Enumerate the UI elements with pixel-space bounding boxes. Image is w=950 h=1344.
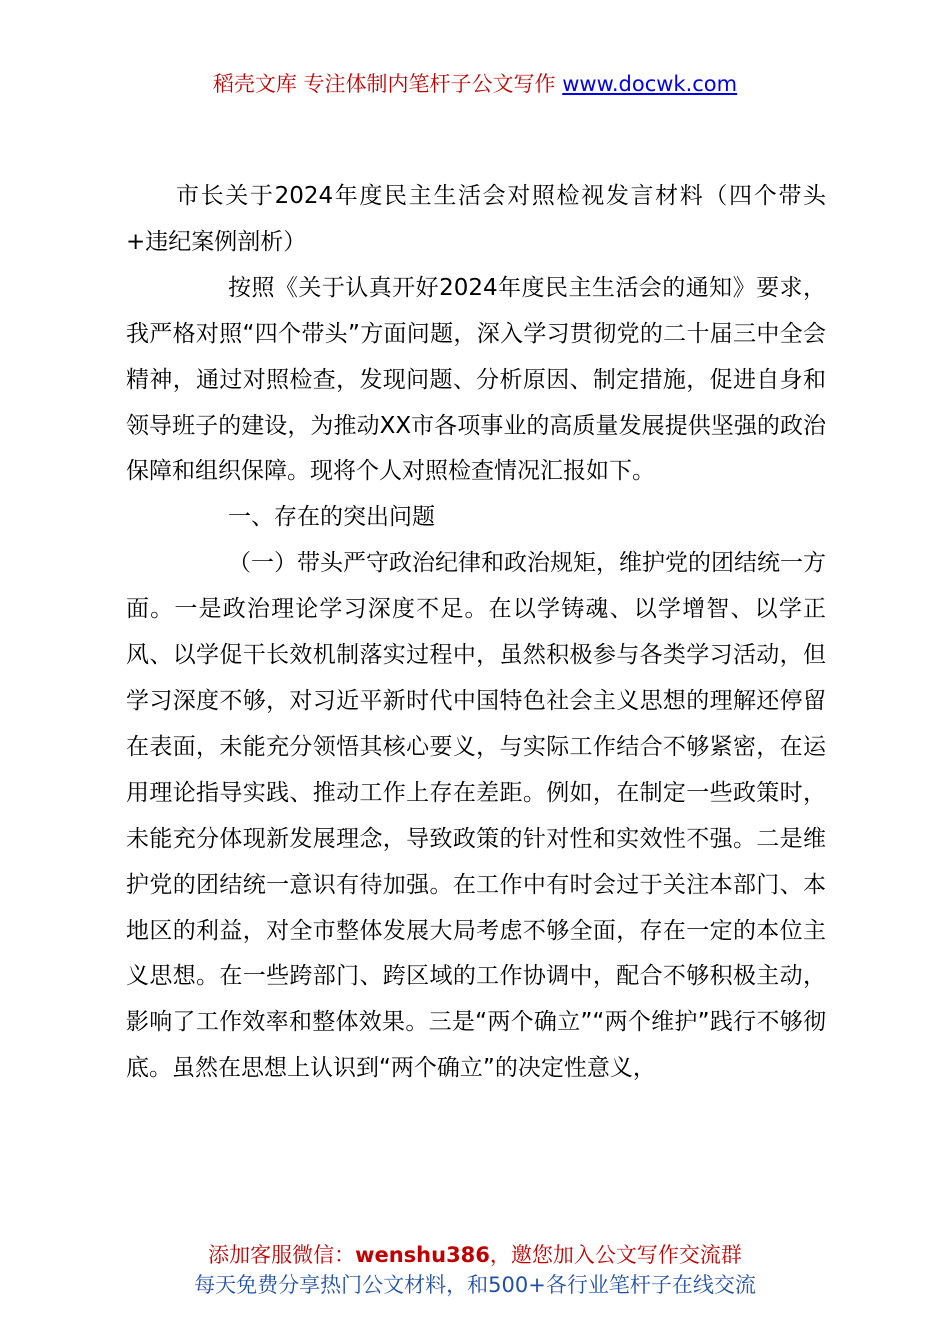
footer-prefix: 添加客服微信：	[208, 1243, 356, 1267]
body-paragraph: （一）带头严守政治纪律和政治规矩，维护党的团结统一方面。一是政治理论学习深度不足。在以学铸魂、以学增智、以学正风、以学促干长效机制落实过程中，虽然积极参与各类学习活动，但学习深度不够，对习近平新时代中国特色社会主义思想的理解还停留在表面，未能充分领悟其核心要义，与实际工作结合不够紧密，在运用理论指导实践、推动工作上存在差距。例如，在制定一些政策时，未能充分体现新发展理念，导致政策的针对性和实效性不强。二是维护党的团结统一意识有待加强。在工作中有时会过于关注本部门、本地区的利益，对全市整体发展大局考虑不够全面，存在一定的本位主义思想。在一些跨部门、跨区域的工作协调中，配合不够积极主动，影响了工作效率和整体效果。三是“两个确立”“两个维护”践行不够彻底。虽然在思想上认识到“两个确立”的决定性意义，	[126, 550, 826, 1082]
intro-paragraph: 按照《关于认真开好2024年度民主生活会的通知》要求，我严格对照“四个带头”方面问题，深入学习贯彻党的二十届三中全会精神，通过对照检查，发现问题、分析原因、制定措施，促进自身和领导班子的建设，为推动XX市各项事业的高质量发展提供坚强的政治保障和组织保障。现将个人对照检查情况汇报如下。	[126, 274, 826, 485]
footer-promo-line: 每天免费分享热门公文材料，和500+各行业笔杆子在线交流	[194, 1273, 756, 1297]
footer-contact-line	[0, 1240, 950, 1270]
page-header	[0, 70, 950, 98]
page-footer	[0, 1240, 950, 1300]
site-url-link[interactable]: www.docwk.com	[562, 72, 738, 96]
document-title: 市长关于2024年度民主生活会对照检视发言材料（四个带头+违纪案例剖析）	[126, 183, 826, 255]
site-slogan: 稻壳文库 专注体制内笔杆子公文写作	[212, 72, 556, 96]
footer-suffix: ，邀您加入公文写作交流群	[489, 1243, 742, 1267]
section-heading: 一、存在的突出问题	[228, 504, 435, 531]
document-body	[126, 174, 826, 1092]
wechat-id: wenshu386	[355, 1243, 490, 1267]
